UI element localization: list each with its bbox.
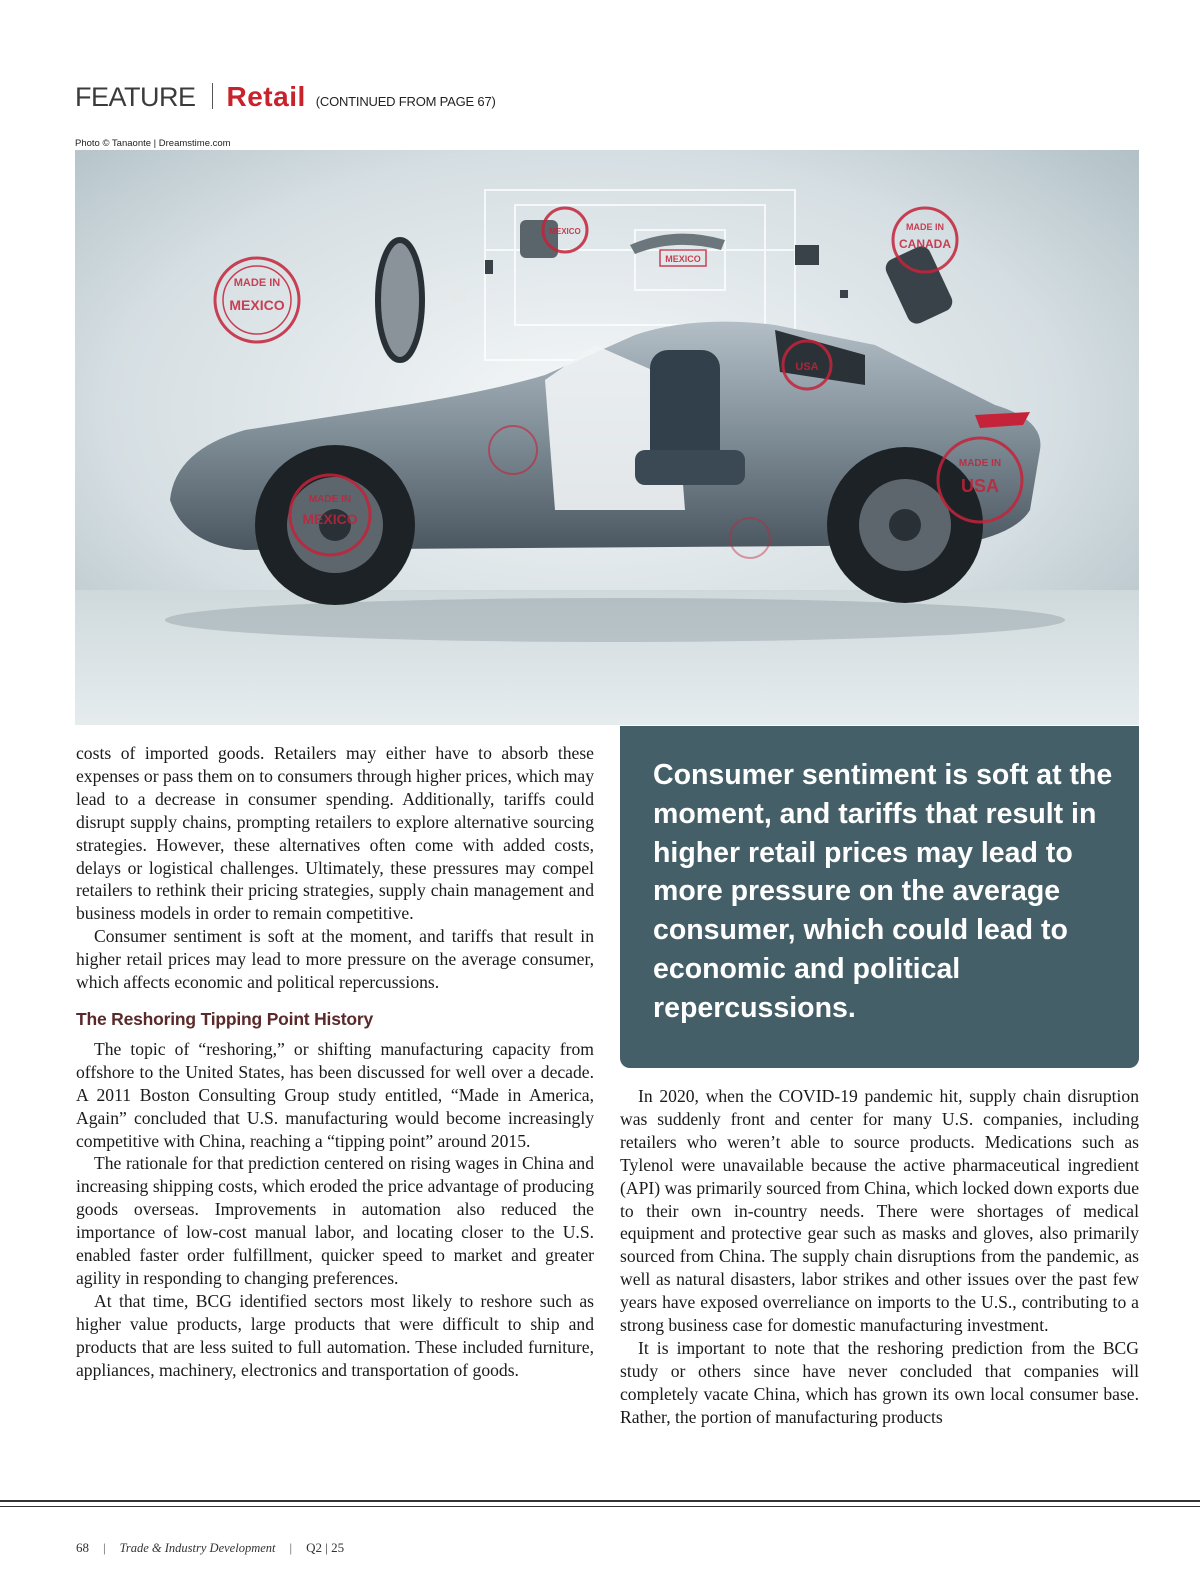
svg-text:MEXICO: MEXICO: [665, 254, 701, 264]
footer-divider: |: [289, 1540, 293, 1555]
svg-text:MADE IN: MADE IN: [308, 494, 352, 505]
photo-credit: Photo © Tanaonte | Dreamstime.com: [75, 138, 231, 149]
body-paragraph: In 2020, when the COVID-19 pandemic hit, supply chain disruption was suddenly front and center for many U.S. companies, including retailers who weren’t able to source products. Medications such as Tylenol were unavailable because the active pharmaceutical ingredient (API) was primarily sourced from China, which locked down exports due to their own in-country needs. There were shortages of medical equipment and protective gear such as masks and gloves, also primarily sourced from China. The supply chain disruptions from the pandemic, as well as natural disasters, labor strikes and other issues over the past few years have exposed overreliance on imports to the U.S., contributing to a strong business case for domestic manufacturing investment.: [620, 1086, 1139, 1336]
svg-text:USA: USA: [960, 476, 1000, 496]
svg-text:MEXICO: MEXICO: [549, 227, 581, 236]
pull-quote-text: Consumer sentiment is soft at the moment, and tariffs that result in higher retail prices may lead to more pressure on the average consumer, which could lead to economic and political repercussions.: [653, 759, 1113, 1024]
topic-label: Retail: [226, 81, 306, 112]
page-number: 68: [76, 1540, 89, 1555]
body-paragraph: It is important to note that the reshoring prediction from the BCG study or others since have never concluded that companies will completely vacate China, which has grown its own local consumer base. Rather, the portion of manufacturing products: [620, 1337, 1139, 1427]
continued-note: (CONTINUED FROM PAGE 67): [315, 94, 496, 109]
left-column: [76, 742, 594, 1381]
car-illustration: [75, 150, 1139, 725]
page-footer: [76, 1540, 344, 1556]
svg-text:MADE IN: MADE IN: [958, 458, 1002, 469]
body-paragraph: The topic of “reshoring,” or shifting manufacturing capacity from offshore to the United States, has been discussed for well over a decade. A 2011 Boston Consulting Group study entitled, “Made in America, Again” concluded that U.S. manufacturing would become increasingly competitive with China, reaching a “tipping point” around 2015.: [76, 1038, 594, 1151]
footer-rule-thin: [0, 1506, 1200, 1507]
header-divider: [212, 83, 213, 109]
svg-text:MEXICO: MEXICO: [302, 511, 358, 527]
page-header: [75, 80, 496, 114]
svg-text:CANADA: CANADA: [899, 237, 951, 251]
svg-text:USA: USA: [795, 361, 819, 373]
section-subhead: The Reshoring Tipping Point History: [76, 1008, 373, 1029]
body-paragraph: costs of imported goods. Retailers may either have to absorb these expenses or pass them on to consumers through higher prices, which may lead to a decrease in consumer spending. Additionally, tariffs could disrupt supply chains, prompting retailers to explore alternative sourcing strategies. However, these alternatives often come with added costs, delays or logistical challenges. Ultimately, these pressures may compel retailers to rethink their pricing strategies, supply chain management and business models in order to remain competitive.: [76, 743, 594, 924]
svg-text:MADE IN: MADE IN: [233, 277, 281, 289]
body-paragraph: The rationale for that prediction centered on rising wages in China and increasing shipping costs, which eroded the price advantage of producing goods overseas. Improvements in automation also reduced the importance of low-cost manual labor, and locating closer to the U.S. enabled faster order fulfillment, quicker speed to market and greater agility in responding to changing preferences.: [76, 1153, 594, 1288]
feature-photo: [75, 150, 1139, 725]
svg-text:MADE IN: MADE IN: [906, 222, 944, 232]
section-label: FEATURE: [75, 82, 196, 112]
footer-divider: |: [103, 1540, 106, 1555]
svg-text:MEXICO: MEXICO: [229, 297, 285, 313]
issue-label: Q2 | 25: [306, 1540, 345, 1555]
pull-quote: [620, 726, 1139, 1068]
body-paragraph: At that time, BCG identified sectors most likely to reshore such as higher value products, large products that were difficult to ship and products that are less suited to full automation. These included furniture, appliances, machinery, electronics and transportation of goods.: [76, 1290, 594, 1380]
publication-name: Trade & Industry Development: [119, 1540, 276, 1555]
right-column: [620, 1085, 1139, 1429]
body-paragraph: Consumer sentiment is soft at the moment, and tariffs that result in higher retail prices may lead to more pressure on the average consumer, which affects economic and political repercussions.: [76, 926, 594, 993]
footer-rule: [0, 1500, 1200, 1502]
